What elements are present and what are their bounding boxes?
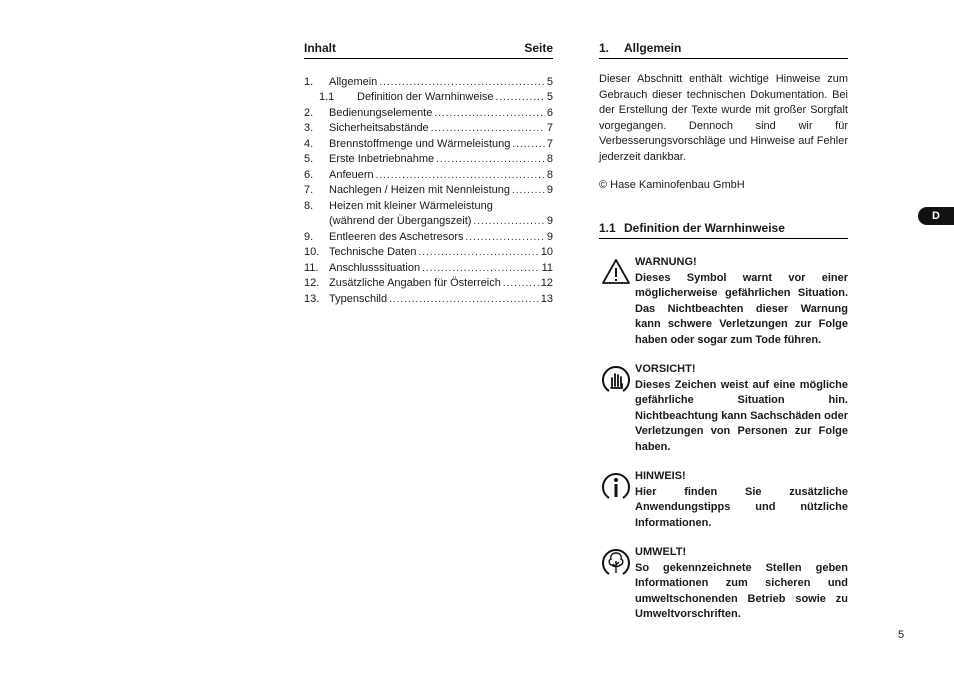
toc-entry[interactable] [304,72,553,88]
toc-entry-page: 9 [546,215,553,227]
toc-entry-title: Heizen mit kleiner Wärmeleistung [329,199,493,212]
toc-entry-number: 5. [304,153,314,165]
notice-text: Dieses Zeichen weist auf eine mögliche gefährliche Situation hin. Nichtbeachtung kann Sachschäden oder Verletzungen von Personen zur Folge haben. [635,378,848,453]
toc-entry[interactable] [304,258,553,274]
section-number: 1. [599,41,610,55]
hand-caution-icon [601,364,631,394]
toc-page-heading: Seite [524,41,553,55]
warning-triangle-icon [601,257,631,287]
toc-entry[interactable] [304,196,553,212]
toc-entry-number: 4. [304,137,314,150]
toc-entry-title: Sicherheitsabstände [329,122,429,134]
toc-entry[interactable] [304,212,553,228]
toc-entry-page: 11 [541,261,553,274]
toc-entry-page: 8 [546,168,553,181]
toc-entry-title: Erste Inbetriebnahme [329,153,435,165]
notice-text: Dieses Symbol warnt vor einer möglicherweise gefährlichen Situation. Das Nichtbeachten dieser Warnung kann schwere Verletzungen zur Folge haben oder sogar zum Tode führen. [635,271,848,346]
toc-entry-page: 7 [546,122,553,134]
toc-entry-number: 9. [304,230,314,243]
toc-entry-page: 10 [540,246,553,258]
toc-entry-page: 5 [546,91,553,103]
toc-entry[interactable] [304,103,553,119]
toc-entry-title: Anfeuern [329,168,374,181]
subsection-title: Definition der Warnhinweise [624,221,785,235]
toc-entry-number: 3. [304,122,314,134]
toc-entry-number: 2. [304,106,314,119]
toc-entry-title: Anschlusssituation [329,261,421,274]
toc-leader-dots [379,77,545,88]
toc-entry[interactable] [304,227,553,243]
toc-entry-number: 10. [304,246,320,258]
toc-entry-page: 9 [546,230,553,243]
toc-entry-page: 7 [546,137,553,150]
toc-entry[interactable] [304,165,553,181]
toc-entry[interactable] [304,243,553,259]
toc-leader-dots [496,92,545,103]
toc-entry-title: Typenschild [329,292,388,305]
toc-entry-number: 13. [304,292,320,305]
info-icon [601,471,631,501]
notice-title: UMWELT! [635,546,687,558]
notice-warning [599,255,848,348]
toc-leader-dots [466,232,545,243]
toc-list [304,72,553,305]
section-paragraph: Dieser Abschnitt enthält wichtige Hinweise zum Gebrauch dieser technischen Dokumentation. Bei der Erstellung der Texte wurde mit großer Sorgfalt vorgegangen. Dennoch sind wir für Verbesserungsvorschläge und Hinweise auf Fehler jederzeit dankbar. [599,73,848,163]
toc-entry-page: 5 [546,75,553,88]
copyright-line: © Hase Kaminofenbau GmbH [599,179,745,191]
toc-entry[interactable] [304,181,553,197]
notice-title: WARNUNG! [635,256,697,268]
toc-entry[interactable] [304,289,553,305]
toc-heading: Inhalt [304,41,336,55]
toc-leader-dots [512,139,544,150]
toc-entry-title: Entleeren des Aschetresors [329,230,464,243]
toc-entry-number: 1. [304,75,314,88]
toc-entry-number: 11. [304,261,319,274]
toc-entry-title: Zusätzliche Angaben für Österreich [329,277,501,289]
toc-entry-number: 8. [304,199,314,212]
subsection-heading [599,221,848,239]
notice-text: Hier finden Sie zusätzliche Anwendungstipps und nützliche Informationen. [635,485,848,529]
notice-text: So gekennzeichnete Stellen geben Informationen zum sicheren und umweltschonenden Betrieb sowie zu Umweltvorschriften. [635,561,848,620]
notice-title: HINWEIS! [635,470,686,482]
tree-environment-icon [601,547,631,577]
toc-entry-number: 12. [304,277,320,289]
page-number: 5 [898,629,905,641]
section-heading [599,41,848,59]
toc-leader-dots [431,123,545,134]
toc-entry-title: (während der Übergangszeit) [329,215,472,227]
toc-leader-dots [512,185,545,196]
toc-leader-dots [422,263,539,274]
toc-entry[interactable] [304,274,553,290]
toc-entry-title: Bedienungselemente [329,106,433,119]
toc-leader-dots [376,170,545,181]
toc-entry-page: 6 [546,106,553,119]
toc-entry-title: Allgemein [329,75,378,88]
toc-leader-dots [503,278,539,289]
toc-entry-title: Definition der Warnhinweise [357,91,494,103]
toc-entry-title: Nachlegen / Heizen mit Nennleistung [329,184,510,196]
toc-entry-number: 7. [304,184,314,196]
toc-leader-dots [436,154,545,165]
toc-leader-dots [473,216,544,227]
table-of-contents [304,41,553,305]
toc-entry-page: 13 [540,292,553,305]
notice-caution [599,362,848,455]
toc-leader-dots [389,294,539,305]
language-tab[interactable]: D [918,207,954,225]
toc-leader-dots [434,108,545,119]
notice-environment [599,545,848,623]
subsection-number: 1.1 [599,221,616,235]
section-title: Allgemein [624,41,682,55]
toc-entry-title: Technische Daten [329,246,417,258]
toc-entry[interactable] [304,150,553,166]
toc-header [304,41,553,59]
toc-entry[interactable] [304,88,553,104]
toc-entry-page: 12 [540,277,553,289]
toc-entry[interactable] [304,119,553,135]
toc-entry-page: 8 [546,153,553,165]
toc-entry-number: 1.1 [319,91,335,103]
toc-entry-number: 6. [304,168,314,181]
toc-leader-dots [418,247,538,258]
notice-title: VORSICHT! [635,363,696,375]
toc-entry-title: Brennstoffmenge und Wärmeleistung [329,137,511,150]
section-general [599,41,848,623]
notice-hint [599,469,848,531]
toc-entry-page: 9 [546,184,553,196]
toc-entry[interactable] [304,134,553,150]
